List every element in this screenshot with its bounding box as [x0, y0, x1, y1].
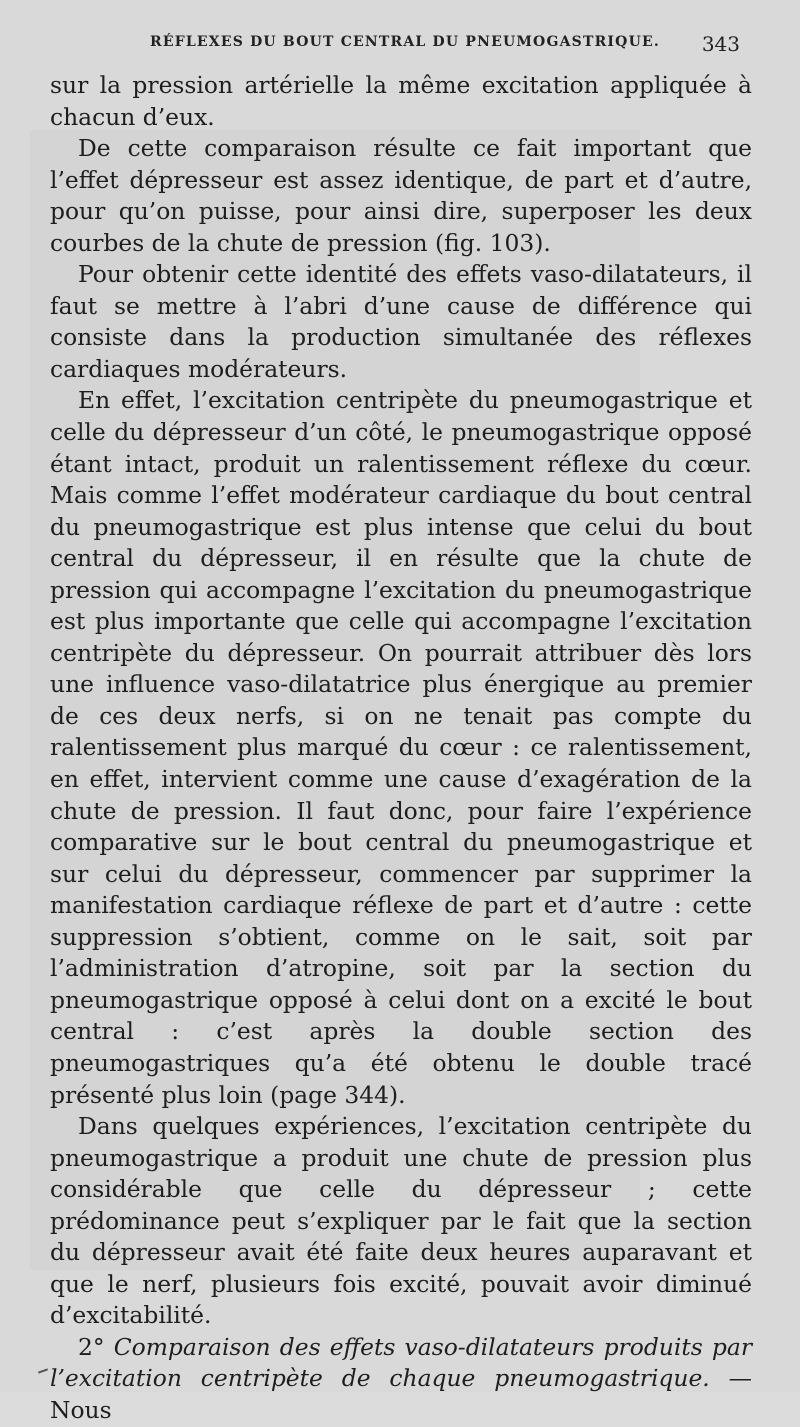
page-number: 343: [701, 32, 740, 56]
paragraph-4: En effet, l’excitation centripète du pneumogastrique et celle du dépresseur d’un côté, le pneumogastrique opposé étant intact, produit un ralentissement réflexe du cœur. Mais comme l’effet modérateur cardiaque du bout central du pneumogastrique est plus intense que celui du bout central du dépresseur, il en résulte que la chute de pression qui accompagne l’excitation du pneumogastrique est plus importante que celle qui accompagne l’excitation centripète du dépresseur. On pourrait attribuer dès lors une influence vaso-dilatatrice plus énergique au premier de ces deux nerfs, si on ne tenait pas compte du ralentissement plus marqué du cœur : ce ralentissement, en effet, intervient comme une cause d’exagération de la chute de pression. Il faut donc, pour faire l’expérience comparative sur le bout central du pneumogastrique et sur celui du dépresseur, commencer par supprimer la manifestation cardiaque réflexe de part et d’autre : cette suppression s’obtient, comme on le sait, soit par l’administration d’atropine, soit par la section du pneumogastrique opposé à celui dont on a excité le bout central : c’est après la double section des pneumogastriques qu’a été obtenu le double tracé présenté plus loin (page 344).: [50, 386, 752, 1109]
paragraph-1: sur la pression artérielle la même excitation appliquée à chacun d’eux.: [50, 71, 752, 131]
section-title: Comparaison des effets vaso-dilatateurs produits par l’excitation centripète de chaque pneumogastrique.: [50, 1332, 752, 1393]
section-heading-paragraph: [50, 1332, 752, 1427]
running-head: RÉFLEXES DU BOUT CENTRAL DU PNEUMOGASTRIQUE.: [150, 34, 660, 50]
paragraph-3: Pour obtenir cette identité des effets vaso-dilatateurs, il faut se mettre à l’abri d’une cause de différence qui consiste dans la production simultanée des réflexes cardiaques modérateurs.: [50, 260, 752, 383]
page-header: [150, 34, 740, 58]
section-number: 2°: [78, 1332, 105, 1361]
scan-mark: [38, 1368, 48, 1373]
paragraph-2: De cette comparaison résulte ce fait important que l’effet dépresseur est assez identique, de part et d’autre, pour qu’on puisse, pour ainsi dire, superposer les deux courbes de la chute de pression (fig. 103).: [50, 134, 752, 257]
paragraph-5: Dans quelques expériences, l’excitation centripète du pneumogastrique a produit une chute de pression plus considérable que celle du dépresseur ; cette prédominance peut s’expliquer par le fait que la section du dépresseur avait été faite deux heures auparavant et que le nerf, plusieurs fois excité, pouvait avoir diminué d’excitabilité.: [50, 1112, 752, 1330]
body-text: [50, 70, 752, 1427]
section-tail: — Nous: [50, 1364, 752, 1424]
